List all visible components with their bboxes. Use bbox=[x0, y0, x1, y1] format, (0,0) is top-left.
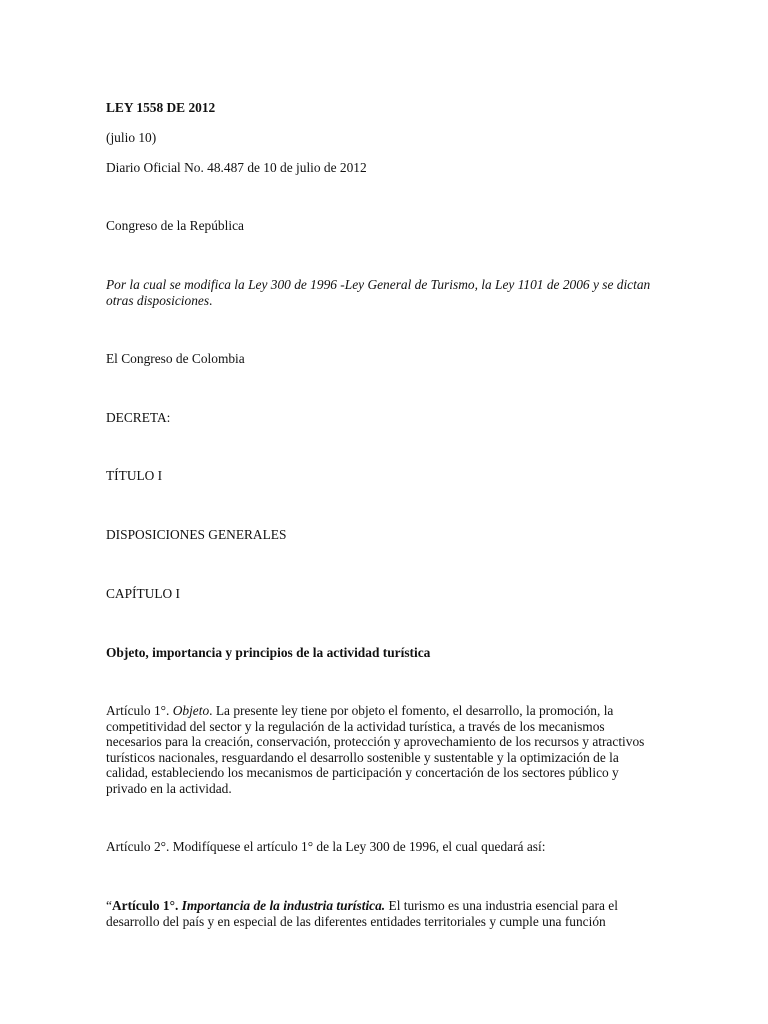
capitulo-heading: CAPÍTULO I bbox=[106, 586, 181, 601]
law-summary bbox=[106, 277, 658, 308]
gazette-line: Diario Oficial No. 48.487 de 10 de julio de 2012 bbox=[106, 160, 367, 175]
titulo-heading: TÍTULO I bbox=[106, 468, 163, 483]
enacting-line: El Congreso de Colombia bbox=[106, 351, 245, 366]
law-summary-text: Por la cual se modifica la Ley 300 de 1996 -Ley General de Turismo, la Ley 1101 de 2006 y se dictan otras disposiciones bbox=[106, 277, 651, 308]
law-title: LEY 1558 DE 2012 bbox=[106, 100, 216, 115]
quoted-article bbox=[106, 898, 658, 929]
capitulo-name: Objeto, importancia y principios de la actividad turística bbox=[106, 645, 431, 660]
article-1 bbox=[106, 703, 658, 796]
article-2: Artículo 2°. Modifíquese el artículo 1° de la Ley 300 de 1996, el cual quedará así: bbox=[106, 839, 546, 854]
quoted-article-heading: Importancia de la industria turística. bbox=[181, 898, 386, 913]
article-1-text: . La presente ley tiene por objeto el fomento, el desarrollo, la promoción, la competitividad del sector y la regulación de la actividad turística, a través de los mecanismos necesarios para la creación, conservación, protección y aprovechamiento de los recursos y atractivos turísticos nacionales, resguardando el desarrollo sostenible y sustentable y la optimización de la calidad, estableciendo los mecanismos de participación y concertación de los sectores público y privado en la actividad. bbox=[106, 703, 645, 796]
quoted-article-text: El turismo es una industria esencial para el desarrollo del país y en especial de las diferentes entidades territoriales y cumple una función bbox=[106, 898, 618, 929]
decreta-line: DECRETA: bbox=[106, 410, 171, 425]
article-1-heading: Objeto bbox=[172, 703, 210, 718]
titulo-name: DISPOSICIONES GENERALES bbox=[106, 527, 287, 542]
quoted-open-quote: “ bbox=[106, 898, 112, 913]
issuer-line: Congreso de la República bbox=[106, 218, 244, 233]
article-1-label: Artículo 1°. bbox=[106, 703, 173, 718]
law-summary-end: . bbox=[209, 292, 213, 308]
quoted-article-label: Artículo 1°. bbox=[111, 898, 182, 913]
law-date: (julio 10) bbox=[106, 130, 157, 145]
